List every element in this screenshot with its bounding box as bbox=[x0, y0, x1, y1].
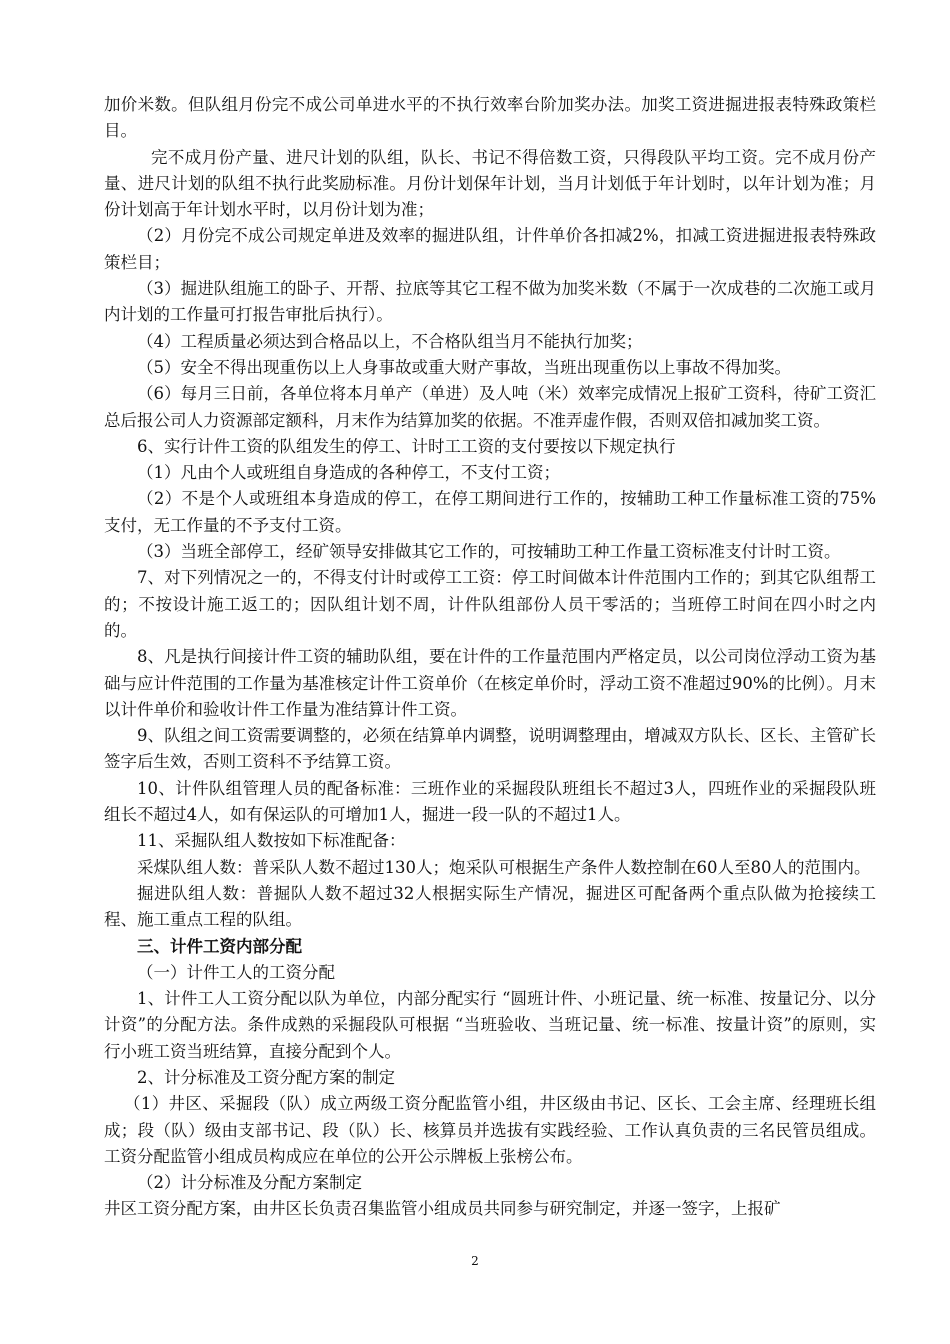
paragraph: 掘进队组人数：普掘队人数不超过32人根据实际生产情况，掘进区可配备两个重点队做为抢接续工程、施工重点工程的队组。 bbox=[104, 883, 876, 930]
paragraph: （一）计件工人的工资分配 bbox=[137, 962, 335, 982]
paragraph: 1、计件工人工资分配以队为单位，内部分配实行 “圆班计件、小班记量、统一标准、按量记分、以分计资”的分配方法。条件成熟的采掘段队可根据 “当班验收、当班记量、统一标准、按量计资”的原则，实行小班工资当班结算，直接分配到个人。 bbox=[104, 989, 876, 1061]
paragraph: （1）凡由个人或班组自身造成的各种停工，不支付工资； bbox=[137, 463, 560, 483]
page-number: 2 bbox=[471, 1254, 479, 1268]
paragraph: 采煤队组人数：普采队人数不超过130人；炮采队可根据生产条件人数控制在60人至80人的范围内。 bbox=[137, 857, 871, 877]
paragraph: 2、计分标准及工资分配方案的制定 bbox=[137, 1067, 395, 1087]
paragraph: 加价米数。但队组月份完不成公司单进水平的不执行效率台阶加奖办法。加奖工资进掘进报表特殊政策栏目。 bbox=[104, 95, 876, 141]
paragraph: 6、实行计件工资的队组发生的停工、计时工工资的支付要按以下规定执行 bbox=[137, 436, 676, 456]
paragraph: 9、队组之间工资需要调整的，必须在结算单内调整，说明调整理由，增减双方队长、区长、主管矿长签字后生效，否则工资科不予结算工资。 bbox=[104, 726, 876, 772]
paragraph: 11、采掘队组人数按如下标准配备： bbox=[137, 831, 406, 851]
paragraph: （2）月份完不成公司规定单进及效率的掘进队组，计件单价各扣减2%，扣减工资进掘进报表特殊政策栏目； bbox=[104, 226, 876, 272]
paragraph: （6）每月三日前，各单位将本月单产（单进）及人吨（米）效率完成情况上报矿工资科，待矿工资汇总后报公司人力资源部定额科，月末作为结算加奖的依据。不准弄虚作假，否则双倍扣减加奖工资。 bbox=[104, 384, 876, 430]
paragraph: 10、计件队组管理人员的配备标准：三班作业的采掘段队班组长不超过3人，四班作业的采掘段队班组长不超过4人，如有保运队的可增加1人，掘进一段一队的不超过1人。 bbox=[104, 778, 876, 825]
paragraph: （3）当班全部停工，经矿领导安排做其它工作的，可按辅助工种工作量工资标准支付计时工资。 bbox=[137, 542, 841, 562]
paragraph: （4）工程质量必须达到合格品以上，不合格队组当月不能执行加奖； bbox=[137, 331, 643, 351]
document-body bbox=[104, 92, 876, 1223]
paragraph: （1）井区、采掘段（队）成立两级工资分配监管小组，井区级由书记、区长、工会主席、经理班长组成；段（队）级由支部书记、段（队）长、核算员并选拔有实践经验、工作认真负责的三名民管员组成。工资分配监管小组成员构成应在单位的公开公示牌板上张榜公布。 bbox=[104, 1094, 876, 1166]
paragraph: 8、凡是执行间接计件工资的辅助队组，要在计件的工作量范围内严格定员，以公司岗位浮动工资为基础与应计件范围的工作量为基准核定计件工资单价（在核定单价时，浮动工资不准超过90%的比例）。月末以计件单价和验收计件工作量为准结算计件工资。 bbox=[104, 647, 876, 719]
paragraph: （2）不是个人或班组本身造成的停工，在停工期间进行工作的，按辅助工种工作量标准工资的75%支付，无工作量的不予支付工资。 bbox=[104, 489, 876, 535]
paragraph: （5）安全不得出现重伤以上人身事故或重大财产事故，当班出现重伤以上事故不得加奖。 bbox=[137, 357, 791, 377]
paragraph: 完不成月份产量、进尺计划的队组，队长、书记不得倍数工资，只得段队平均工资。完不成月份产量、进尺计划的队组不执行此奖励标准。月份计划保年计划，当月计划低于年计划时，以年计划为准；月份计划高于年计划水平时，以月份计划为准； bbox=[104, 147, 876, 220]
paragraph: 7、对下列情况之一的，不得支付计时或停工工资：停工时间做本计件范围内工作的；到其它队组帮工的；不按设计施工返工的；因队组计划不周，计件队组部份人员干零活的；当班停工时间在四小时之内的。 bbox=[104, 568, 876, 640]
section-heading: 三、计件工资内部分配 bbox=[137, 936, 302, 956]
paragraph: （2）计分标准及分配方案制定 bbox=[137, 1173, 362, 1193]
paragraph: 井区工资分配方案，由井区长负责召集监管小组成员共同参与研究制定，并逐一签字，上报矿 bbox=[104, 1199, 781, 1219]
paragraph: （3）掘进队组施工的卧子、开帮、拉底等其它工程不做为加奖米数（不属于一次成巷的二次施工或月内计划的工作量可打报告审批后执行）。 bbox=[104, 279, 876, 325]
